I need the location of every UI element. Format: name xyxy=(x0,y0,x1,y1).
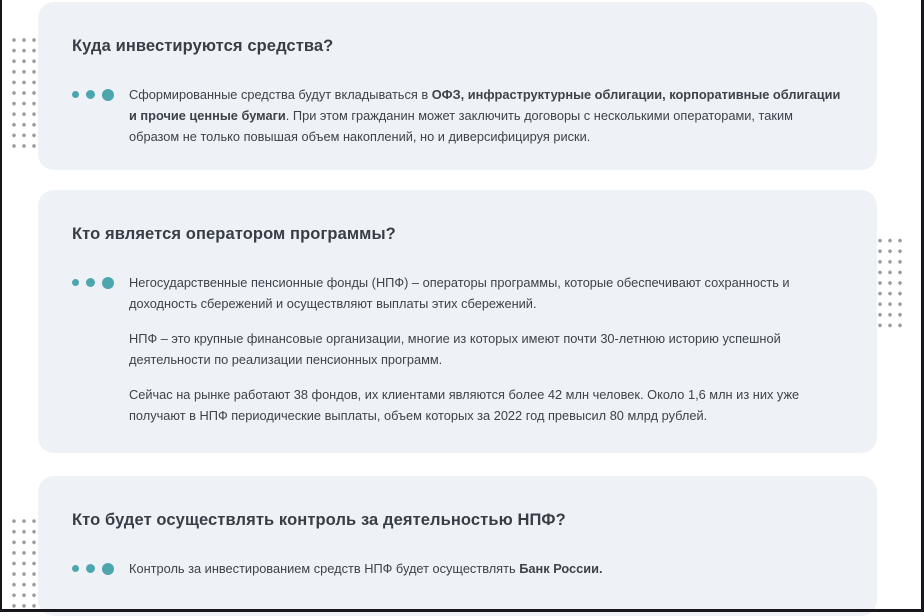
dot-grid-decoration-bottom-left xyxy=(9,515,39,612)
faq-card-control xyxy=(38,476,877,616)
bullet-dot-small xyxy=(72,565,79,572)
paragraph: Сейчас на рынке работают 38 фондов, их клиентами являются более 42 млн человек. Около 1,6 млн из них уже получают в НПФ периодические выплаты, объем которых за 2022 год превысил 80 млрд рублей. xyxy=(129,387,800,423)
bullet-dot-large xyxy=(102,89,114,101)
card-heading: Кто является оператором программы? xyxy=(72,225,396,243)
dot-grid-decoration-right xyxy=(875,232,905,334)
card-body xyxy=(72,84,841,147)
bullet-dot-small xyxy=(72,91,79,98)
bullet-dot-medium xyxy=(86,90,95,99)
bullet-dot-medium xyxy=(86,564,95,573)
dot-grid-decoration-top-left xyxy=(9,37,39,149)
card-paragraphs xyxy=(129,84,841,147)
bullet-dots-icon xyxy=(72,272,114,293)
faq-card-operator xyxy=(38,190,877,453)
bullet-dot-large xyxy=(102,563,114,575)
bullet-dots-icon xyxy=(72,84,114,105)
card-heading: Куда инвестируются средства? xyxy=(72,37,334,55)
card-heading: Кто будет осуществлять контроль за деятельностью НПФ? xyxy=(72,511,566,529)
bullet-dot-medium xyxy=(86,278,95,287)
card-body xyxy=(72,558,841,579)
faq-card-investments xyxy=(38,2,877,170)
bullet-dots-icon xyxy=(72,558,114,579)
paragraph: Сформированные средства будут вкладываться в ОФЗ, инфраструктурные облигации, корпоративные облигации и прочие ценные бумаги. При этом гражданин может заключить договоры с несколькими операторами, таким образом не только повышая объем накоплений, но и диверсифицируя риски. xyxy=(129,87,841,144)
bullet-dot-large xyxy=(102,277,114,289)
paragraph: Негосударственные пенсионные фонды (НПФ) – операторы программы, которые обеспечивают сохранность и доходность сбережений и осуществляют выплаты этих сбережений. xyxy=(129,275,790,311)
card-body xyxy=(72,272,841,426)
paragraph: Контроль за инвестированием средств НПФ будет осуществлять Банк России. xyxy=(129,561,603,576)
card-paragraphs xyxy=(129,272,841,426)
bullet-dot-small xyxy=(72,279,79,286)
paragraph: НПФ – это крупные финансовые организации, многие из которых имеют почти 30-летнюю историю успешной деятельности по реализации пенсионных программ. xyxy=(129,331,781,367)
card-paragraphs xyxy=(129,558,841,579)
page-frame-left xyxy=(0,0,2,612)
